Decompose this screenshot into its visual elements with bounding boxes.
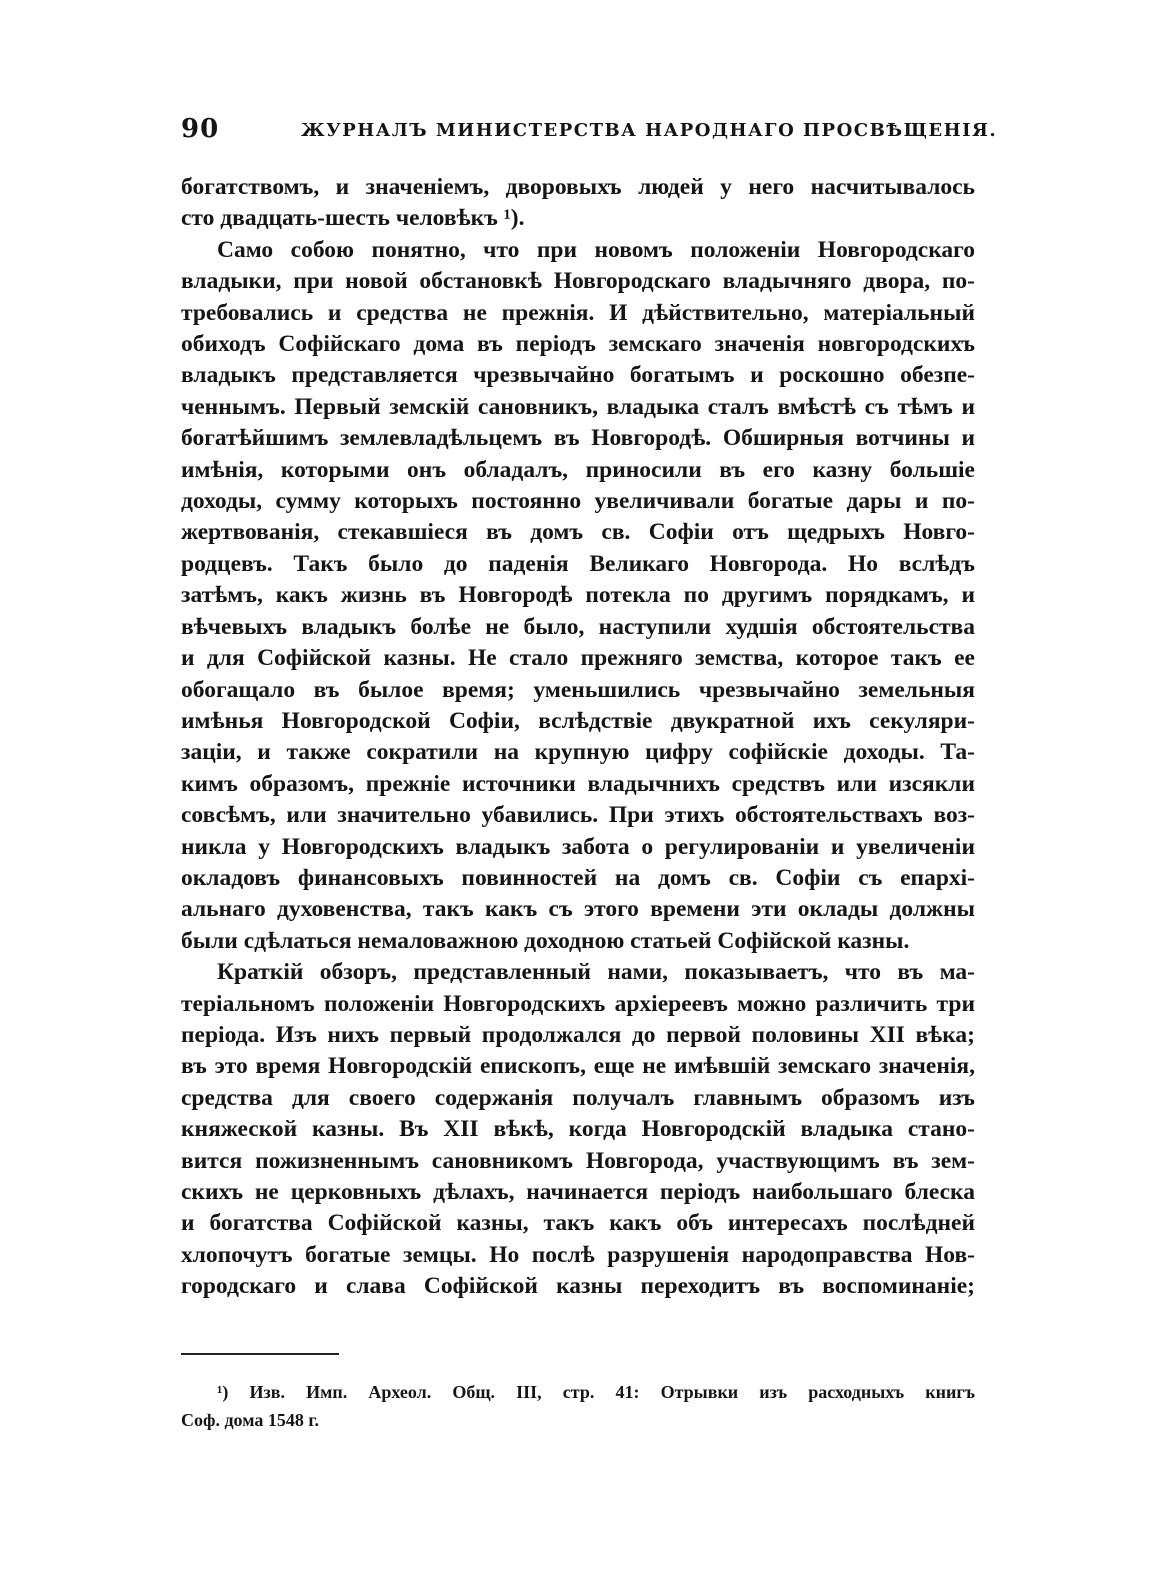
text-line: никла у Новгородскихъ владыкъ забота о регулированіи и увеличеніи (181, 833, 975, 860)
text-line: жертвованія, стекавшіеся въ домъ св. Софіи отъ щедрыхъ Новго- (181, 519, 975, 546)
text-line: совсѣмъ, или значительно убавились. При этихъ обстоятельствахъ воз- (181, 802, 975, 829)
text-line: княжеской казны. Въ XII вѣкѣ, когда Новгородскій владыка стано- (181, 1116, 975, 1143)
text-line: обиходъ Софійскаго дома въ періодъ земскаго значенія новгородскихъ (181, 331, 975, 358)
text-line: богатѣйшимъ землевладѣльцемъ въ Новгородѣ. Обширныя вотчины и (181, 425, 975, 452)
text-line: періода. Изъ нихъ первый продолжался до первой половины XII вѣка; (181, 1021, 975, 1048)
page-number: 90 (181, 114, 220, 144)
text-line: имѣнья Новгородской Софіи, вслѣдствіе двукратной ихъ секуляри- (181, 707, 975, 734)
text-line: городскаго и слава Софійской казны переходитъ въ воспоминаніе; (181, 1273, 975, 1300)
text-line: владыкъ представляется чрезвычайно богатымъ и роскошно обезпе- (181, 362, 975, 389)
text-line: были сдѣлаться немаловажною доходною статьей Софійской казны. (181, 927, 910, 954)
text-line: въ это время Новгородскій епископъ, еще не имѣвшій земскаго значенія, (181, 1053, 975, 1080)
text-line: владыки, при новой обстановкѣ Новгородскаго владычняго двора, по- (181, 268, 975, 295)
text-line: богатствомъ, и значеніемъ, дворовыхъ людей у него насчитывалось (181, 174, 975, 200)
text-line: доходы, сумму которыхъ постоянно увеличивали богатые дары и по- (181, 488, 975, 515)
text-line: средства для своего содержанія получалъ главнымъ образомъ изъ (181, 1084, 975, 1111)
text-line: вится пожизненнымъ сановникомъ Новгорода, участвующимъ въ зем- (181, 1147, 975, 1174)
text-line: ченнымъ. Первый земскій сановникъ, владыка сталъ вмѣстѣ съ тѣмъ и (181, 393, 975, 420)
text-line: и богатства Софійской казны, такъ какъ объ интересахъ послѣдней (181, 1210, 975, 1237)
body-text (181, 172, 975, 1303)
text-line: сто двадцать-шесть человѣкъ ¹). (181, 205, 525, 232)
running-head: ЖУРНАЛЪ МИНИСТЕРСТВА НАРОДНАГО ПРОСВѢЩЕНІЯ. (301, 120, 998, 141)
text-line: обогащало въ былое время; уменьшились чрезвычайно земельныя (181, 676, 975, 703)
text-line: родцевъ. Такъ было до паденія Великаго Новгорода. Но вслѣдъ (181, 550, 975, 577)
text-line: кимъ образомъ, прежніе источники владычнихъ средствъ или изсякли (181, 770, 975, 797)
text-line: затѣмъ, какъ жизнь въ Новгородѣ потекла по другимъ порядкамъ, и (181, 582, 975, 609)
text-line: окладовъ финансовыхъ повинностей на домъ св. Софіи съ епархі- (181, 864, 975, 891)
page-header (181, 114, 998, 146)
text-line: скихъ не церковныхъ дѣлахъ, начинается періодъ наибольшаго блеска (181, 1179, 975, 1205)
text-line: теріальномъ положеніи Новгородскихъ архіереевъ можно различить три (181, 990, 975, 1017)
text-line: и для Софійской казны. Не стало прежняго земства, которое такъ ее (181, 645, 975, 672)
text-line: хлопочутъ богатые земцы. Но послѣ разрушенія народоправства Нов- (181, 1241, 975, 1268)
text-line: альнаго духовенства, такъ какъ съ этого времени эти оклады должны (181, 896, 975, 923)
text-line: Краткій обзоръ, представленный нами, показываетъ, что въ ма- (217, 959, 975, 986)
text-line: Само собою понятно, что при новомъ положеніи Новгородскаго (217, 236, 975, 263)
text-line: вѣчевыхъ владыкъ болѣе не было, наступили худшія обстоятельства (181, 613, 975, 640)
footnote-divider (181, 1353, 339, 1355)
footnote-line: Соф. дома 1548 г. (181, 1410, 319, 1430)
text-line: имѣнія, которыми онъ обладалъ, приносили въ его казну большіе (181, 456, 975, 483)
footnote-line: ¹) Изв. Имп. Археол. Общ. III, стр. 41: Отрывки изъ расходныхъ книгъ (217, 1382, 975, 1402)
footnotes (181, 1378, 975, 1434)
text-line: заціи, и также сократили на крупную цифру софійскіе доходы. Та- (181, 739, 975, 766)
text-line: требовались и средства не прежнія. И дѣйствительно, матеріальный (181, 299, 975, 326)
